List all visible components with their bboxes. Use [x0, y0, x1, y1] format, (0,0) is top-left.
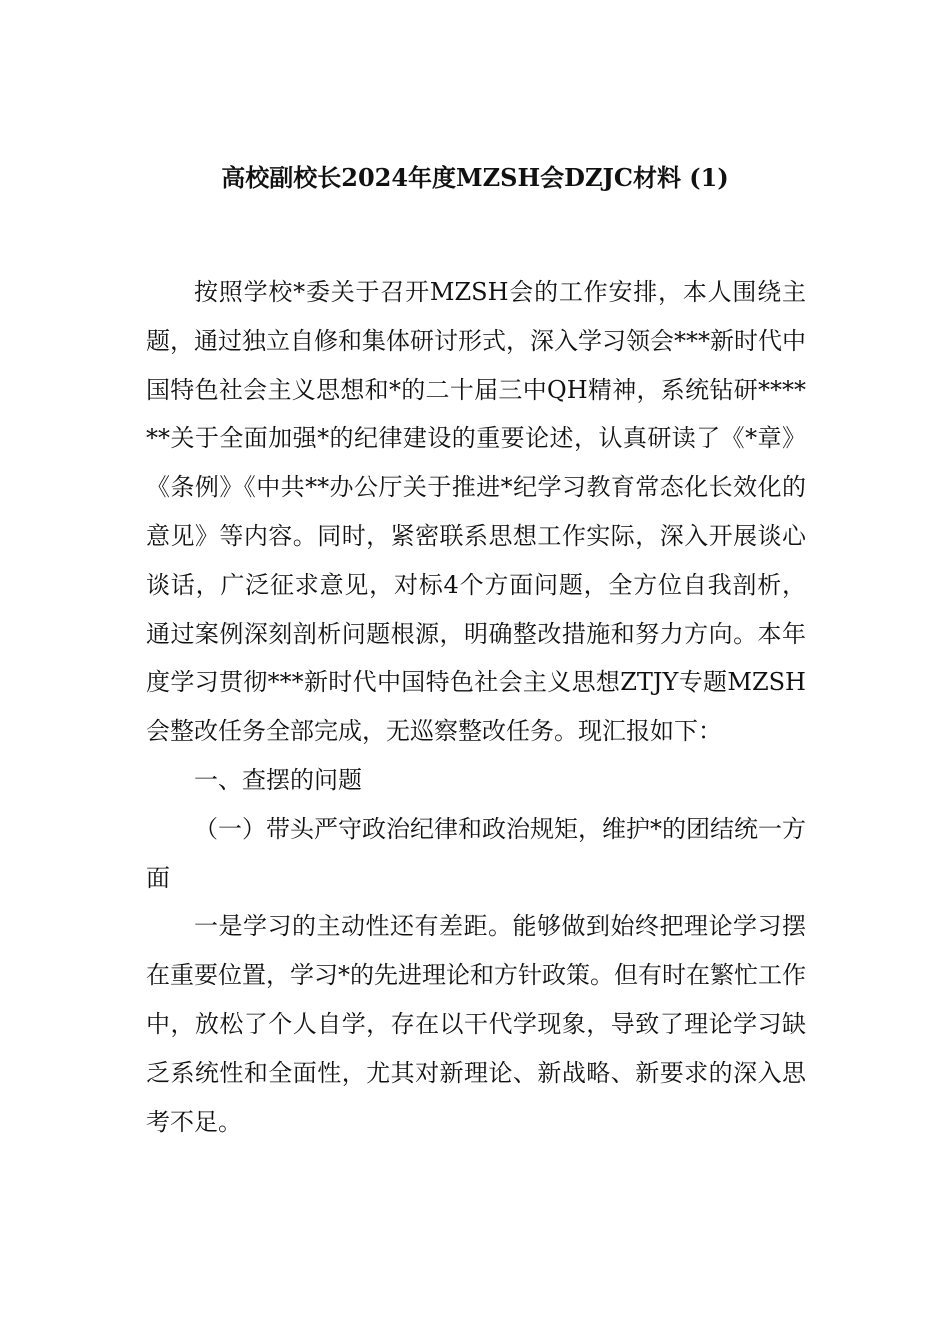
document-body [146, 268, 806, 1146]
section-heading: 一、查摆的问题 [194, 765, 362, 794]
subsection-heading: （一）带头严守政治纪律和政治规矩，维护*的团结统一方面 [146, 814, 806, 892]
point-paragraph: 一是学习的主动性还有差距。能够做到始终把理论学习摆在重要位置，学习*的先进理论和方针政策。但有时在繁忙工作中，放松了个人自学，存在以干代学现象，导致了理论学习缺乏系统性和全面性，尤其对新理论、新战略、新要求的深入思考不足。 [146, 912, 806, 1136]
intro-paragraph: 按照学校*委关于召开MZSH会的工作安排，本人围绕主题，通过独立自修和集体研讨形式，深入学习领会***新时代中国特色社会主义思想和*的二十届三中QH精神，系统钻研******关于全面加强*的纪律建设的重要论述，认真研读了《*章》《条例》《中共**办公厅关于推进*纪学习教育常态化长效化的意见》等内容。同时，紧密联系思想工作实际，深入开展谈心谈话，广泛征求意见，对标4个方面问题，全方位自我剖析，通过案例深刻剖析问题根源，明确整改措施和努力方向。本年度学习贯彻***新时代中国特色社会主义思想ZTJY专题MZSH会整改任务全部完成，无巡察整改任务。现汇报如下： [146, 278, 806, 746]
document-title: 高校副校长2024年度MZSH会DZJC材料 (1) [221, 163, 729, 192]
